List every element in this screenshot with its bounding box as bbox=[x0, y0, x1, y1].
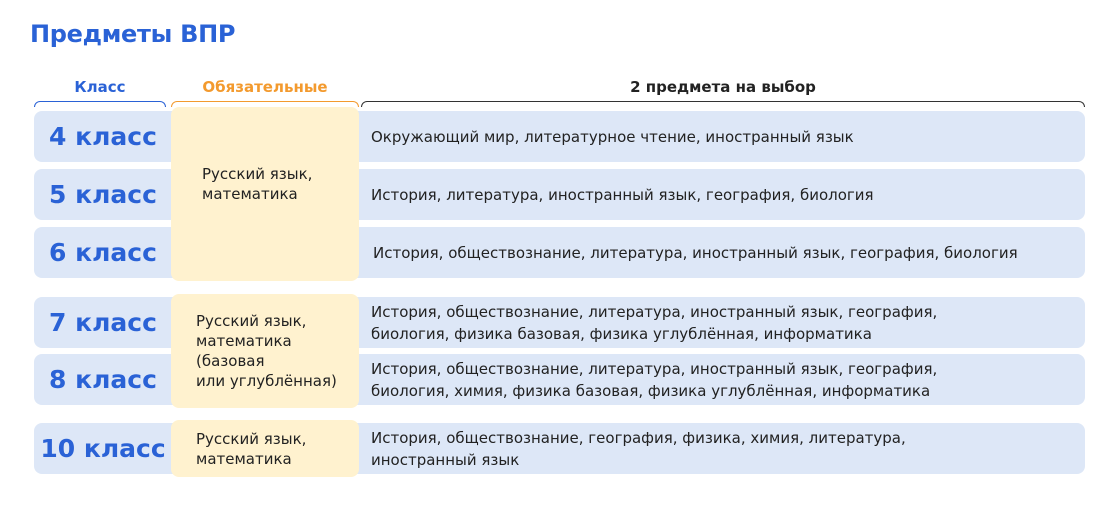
required-subjects-text: Русский язык, математика (базовая или углублённая) bbox=[196, 312, 337, 390]
choice-subjects: История, обществознание, литература, иностранный язык, география, биология bbox=[373, 243, 1018, 262]
required-subjects-cell bbox=[171, 420, 359, 477]
required-subjects-text: Русский язык, математика bbox=[196, 429, 307, 468]
grade-label: 4 класс bbox=[49, 122, 157, 151]
header-choice-divider bbox=[361, 101, 1085, 107]
header-required: Обязательные bbox=[202, 78, 328, 96]
choice-subjects: История, обществознание, география, физика, химия, литература, иностранный язык bbox=[371, 428, 906, 469]
grade-label: 5 класс bbox=[49, 180, 157, 209]
choice-subjects: История, обществознание, литература, иностранный язык, география, биология, физика базовая, физика углублённая, информатика bbox=[371, 302, 938, 343]
choice-subjects: История, обществознание, литература, иностранный язык, география, биология, химия, физика базовая, физика углублённая, информатика bbox=[371, 359, 938, 400]
grade-label: 7 класс bbox=[49, 308, 157, 337]
grade-label: 8 класс bbox=[49, 365, 157, 394]
choice-subjects: Окружающий мир, литературное чтение, иностранный язык bbox=[371, 127, 854, 146]
required-subjects-cell bbox=[171, 294, 359, 408]
header-grade-divider bbox=[34, 101, 166, 107]
choice-subjects: История, литература, иностранный язык, география, биология bbox=[371, 185, 874, 204]
grade-label: 10 класс bbox=[40, 434, 166, 463]
required-subjects-text: Русский язык, математика bbox=[202, 165, 313, 203]
page-title: Предметы ВПР bbox=[30, 20, 236, 48]
header-choice: 2 предмета на выбор bbox=[630, 78, 816, 96]
header-grade: Класс bbox=[74, 78, 126, 96]
required-subjects-cell bbox=[171, 107, 359, 281]
grade-label: 6 класс bbox=[49, 238, 157, 267]
